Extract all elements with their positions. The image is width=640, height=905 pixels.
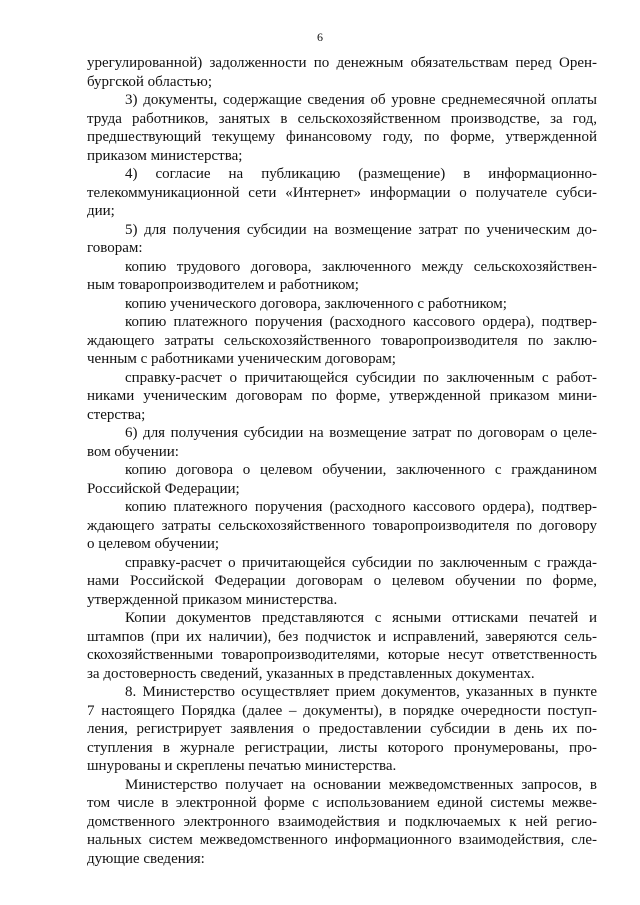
text-line: 5) для получения субсидии на возмещение затрат по ученическим до- [125,221,597,238]
text-line: урегулированной) задолженности по денежным обязательствам перед Орен- [87,55,597,71]
text-line: о целевом обучении; [87,536,220,552]
text-line: скохозяйственными товаропроизводителями, которые несут ответственность [87,647,597,663]
text-line: штампов (при их наличии), без подчисток и исправлений, заверяются сель- [87,628,597,645]
text-line: дии; [87,203,115,219]
text-line: ступления в журнале регистрации, листы которого пронумерованы, про- [87,739,597,756]
text-line: 3) документы, содержащие сведения об уровне среднемесячной оплаты [125,92,597,108]
text-line: 6) для получения субсидии на возмещение затрат по договорам о целе- [125,425,597,441]
text-line: Министерство получает на основании межведомственных запросов, в [125,776,597,793]
page-number: 6 [317,30,323,44]
text-line: копию договора о целевом обучении, заключенного с гражданином [125,462,597,478]
body-text [87,54,597,868]
text-line: нами Российской Федерации договорам о целевом обучении по форме, [87,573,597,589]
text-line: приказом министерства; [87,147,243,164]
text-line: телекоммуникационной сети «Интернет» информации о получателе субси- [87,184,597,201]
text-line: ждающего затраты сельскохозяйственного товаропроизводителя по заклю- [87,332,597,349]
text-line: справку-расчет о причитающейся субсидии по заключенным с гражда- [125,554,597,571]
text-line: ждающего затраты сельскохозяйственного товаропроизводителя по договору [87,517,597,534]
text-line: ченным с работниками ученическим договорам; [87,351,396,367]
text-line: Копии документов представляются с ясными оттисками печатей и [125,610,597,626]
text-line: том числе в электронной форме с использованием единой системы межве- [87,795,597,811]
text-line: говорам: [87,240,143,256]
text-line: труда работников, занятых в сельскохозяйственном производстве, за год, [87,110,597,127]
text-line: домственного электронного взаимодействия и подключаемых к ней регио- [87,813,597,830]
text-line: утвержденной приказом министерства. [87,591,338,608]
text-line: стерства; [87,406,146,423]
text-line: 4) согласие на публикацию (размещение) в информационно- [125,166,597,182]
text-line: за достоверность сведений, указанных в представленных документах. [87,665,535,682]
text-line: шнурованы и скреплены печатью министерства. [87,758,397,774]
text-line: дующие сведения: [87,850,205,867]
text-line: копию ученического договора, заключенного с работником; [125,295,507,312]
text-line: 7 настоящего Порядка (далее – документы), в порядке очередности поступ- [87,702,597,719]
text-line: бургской областью; [87,73,213,90]
text-line: копию трудового договора, заключенного между сельскохозяйствен- [125,258,597,275]
text-line: 8. Министерство осуществляет прием документов, указанных в пункте [125,684,597,700]
text-line: предшествующий текущему финансовому году, по форме, утвержденной [87,129,597,145]
text-line: Российской Федерации; [87,480,240,497]
text-line: ления, регистрирует заявления о предоставлении субсидии в день их по- [87,721,597,737]
text-line: справку-расчет о причитающейся субсидии по заключенным с работ- [125,369,597,386]
text-line: никами ученическим договорам по форме, утвержденной приказом мини- [87,388,597,404]
text-line: вом обучении: [87,443,179,460]
text-line: ным товаропроизводителем и работником; [87,277,359,293]
text-line: копию платежного поручения (расходного кассового ордера), подтвер- [125,314,597,330]
text-line: копию платежного поручения (расходного кассового ордера), подтвер- [125,499,597,515]
text-line: нальных систем межведомственного информационного взаимодействия, сле- [87,832,597,848]
